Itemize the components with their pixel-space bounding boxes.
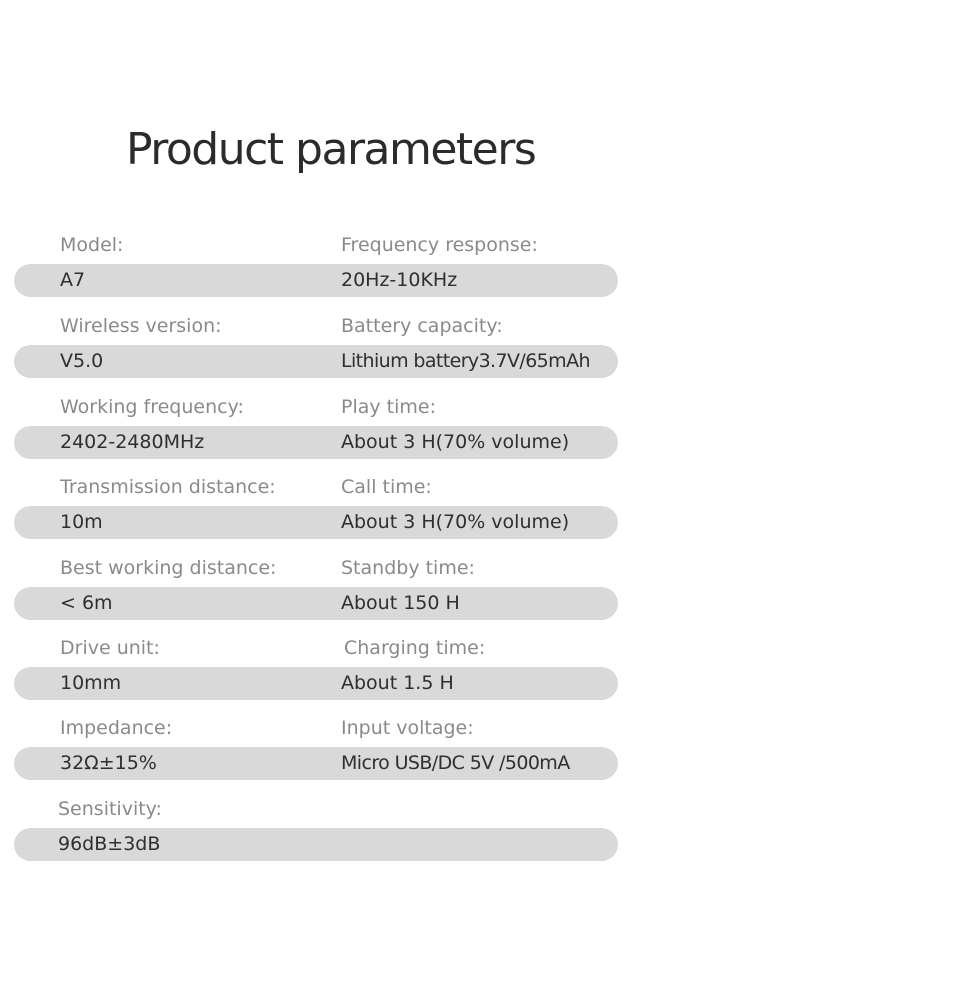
param-label-transmission-distance: Transmission distance: [60, 476, 276, 498]
param-value-wireless-version: V5.0 [60, 350, 104, 372]
param-label-wireless-version: Wireless version: [60, 315, 222, 337]
param-label-impedance: Impedance: [60, 717, 173, 739]
param-value-play-time: About 3 H(70% volume) [341, 431, 570, 453]
param-value-transmission-distance: 10m [60, 511, 103, 533]
page-title: Product parameters [126, 124, 536, 175]
param-label-best-working-distance: Best working distance: [60, 557, 277, 579]
param-value-model: A7 [60, 269, 86, 291]
param-row-impedance [0, 716, 960, 786]
param-label-model: Model: [60, 234, 124, 256]
param-label-drive-unit: Drive unit: [60, 637, 160, 659]
param-row-transmission [0, 475, 960, 545]
param-label-working-frequency: Working frequency: [60, 396, 244, 418]
param-value-input-voltage: Micro USB/DC 5V /500mA [341, 752, 570, 774]
param-value-best-working-distance: < 6m [60, 592, 113, 614]
param-row-best-distance [0, 556, 960, 626]
param-value-working-frequency: 2402-2480MHz [60, 431, 205, 453]
param-value-charging-time: About 1.5 H [341, 672, 454, 694]
param-value-drive-unit: 10mm [60, 672, 122, 694]
param-label-call-time: Call time: [341, 476, 432, 498]
param-value-battery-capacity: Lithium battery3.7V/65mAh [341, 350, 590, 372]
param-label-frequency-response: Frequency response: [341, 234, 538, 256]
param-row-model [0, 233, 960, 303]
param-bar [14, 264, 618, 297]
param-label-battery-capacity: Battery capacity: [341, 315, 503, 337]
param-row-wireless [0, 314, 960, 384]
param-value-frequency-response: 20Hz-10KHz [341, 269, 458, 291]
param-label-sensitivity: Sensitivity: [58, 798, 162, 820]
param-value-call-time: About 3 H(70% volume) [341, 511, 570, 533]
param-label-charging-time: Charging time: [344, 637, 486, 659]
param-label-input-voltage: Input voltage: [341, 717, 474, 739]
param-row-working-frequency [0, 395, 960, 465]
param-value-sensitivity: 96dB±3dB [58, 833, 161, 855]
param-label-standby-time: Standby time: [341, 557, 475, 579]
param-value-standby-time: About 150 H [341, 592, 460, 614]
param-row-drive-unit [0, 636, 960, 706]
param-row-sensitivity [0, 797, 960, 867]
param-label-play-time: Play time: [341, 396, 436, 418]
param-value-impedance: 32Ω±15% [60, 752, 157, 774]
